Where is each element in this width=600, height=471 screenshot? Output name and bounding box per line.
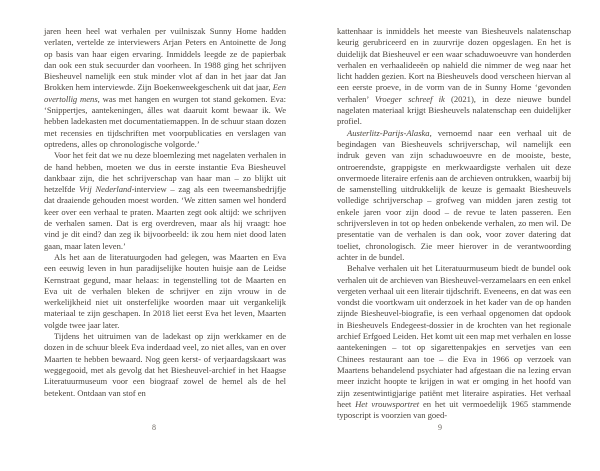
page-number-left: 8 — [152, 423, 156, 432]
italic-title-text: Het vrouwsportret — [355, 398, 420, 409]
right-page — [300, 0, 600, 471]
text-run: -interview – zag als een tweemansbedrijfje dat draaiende gehouden moest worden. ‘We zitten samen wel honderd keer over een verhaal te praten. Maarten zegt ook altijd: we schrijven de verhalen samen. Dat is erg overdreven, maar als hij vraagt: hoe vind je dit eind? dan zeg ik bijvoorbeeld: ik zou hem niet dood laten gaan, maar laten leven.’ — [44, 184, 287, 251]
paragraph — [337, 26, 571, 128]
right-page-text — [337, 26, 571, 421]
italic-title-text: Austerlitz-Parijs-Alaska — [347, 127, 430, 138]
italic-title-text: Vrij Nederland — [79, 184, 132, 195]
text-run: jaren heen heel wat verhalen per vuilniszak Sunny Home hadden verlaten, vertelde ze interviewers Arjan Peters en Antoinette de Jong op basis van haar eigen ervaring. Inmiddels leegde ze de papierbak dan ook een stuk secuurder dan voorheen. In 1988 ging het schrijven Biesheuvel namelijk een stuk minder vlot af dan in het jaar dat Jan Brokken hem interviewde. Zijn Boekenweekgeschenk uit dat jaar, — [44, 26, 286, 93]
paragraph — [337, 128, 571, 264]
paragraph — [44, 252, 286, 331]
paragraph — [44, 150, 286, 252]
paragraph — [44, 331, 286, 399]
text-run: , was met hangen en wurgen tot stand gekomen. Eva: ‘Snippertjes, aantekeningen, álles wat daaruit komt bewaar ik. We hebben ladekasten met documentatiemappen. In de schuur staan dozen met recensies en tijdschriften met voorpublicaties en verslagen van optredens, alles op chronologische volgorde.’ — [44, 93, 287, 149]
text-run: Voor het feit dat we nu deze bloemlezing met nagelaten verhalen in de hand hebben, moeten we dus in eerste instantie Eva Biesheuvel dankbaar zijn, die het schrijverschap van haar man – zo blijkt uit hetzelfde — [44, 150, 286, 195]
left-page-text — [44, 26, 286, 399]
text-run: en het uit vermoedelijk 1965 stammende typoscript is voorzien van goed- — [337, 398, 571, 421]
text-run: kattenhaar is inmiddels het meeste van Biesheuvels nalatenschap keurig gerubriceerd en in zuurvrije dozen opgeslagen. En het is duidelijk dat Biesheuvel er een waar schaduwoeuvre van honderden verhalen en verhaalideeën op nahield die nimmer de weg naar het licht hadden gezien. Kort na Biesheuvels dood verscheen hiervan al een eerste proeve, in de vorm van de in Sunny Home ‘gevonden verhalen’ — [337, 26, 571, 104]
text-run: Als het aan de literatuurgoden had gelegen, was Maarten en Eva een eeuwig leven in hun paradijselijke houten huisje aan de Leidse Kernstraat gegund, maar helaas: in tegenstelling tot de Maarten en Eva uit de verhalen bleken de schrijver en zijn vrouw in de werkelijkheid niet uit onsterfelijke woorden maar uit vergankelijk materiaal te zijn geschapen. In 2018 liet eerst Eva het leven, Maarten volgde twee jaar later. — [44, 251, 286, 330]
text-run: Behalve verhalen uit het Literatuurmuseum biedt de bundel ook verhalen uit de archieven van Biesheuvel-verzamelaars en een enkel vergeten verhaal uit een literair tijdschrift. Eveneens, en dat was een vondst die voortkwam uit onderzoek in het kader van de op handen zijnde Biesheuvel-biografie, is een verhaal opgenomen dat opdook in Biesheuvels Endegeest-dossier in de krochten van het regionale archief Erfgoed Leiden. Het komt uit een map met verhalen en losse aantekeningen – tot op sigarettenpakjes en servetjes van een Chinees restaurant aan toe – die Eva in 1966 op verzoek van Maartens behandelend psychiater had afgestaan die na lezing ervan meer inzicht hoopte te krijgen in wat er omging in het hoofd van zijn zesentwintigjarige patiënt met literaire aspiraties. Het verhaal heet — [337, 263, 571, 409]
italic-title-text: Een overtollig mens — [44, 82, 286, 104]
text-run: , vernoemd naar een verhaal uit de begindagen van Biesheuvels schrijverschap, wil namelijk een indruk geven van zijn schaduwoeuvre en de mooiste, beste, ontroerendste, grappigste en merkwaardigste verhalen uit deze onvermoede literaire erfenis aan de archieven ontrukken, waarbij bij de samenstelling uitdrukkelijk de keuze is gemaakt Biesheuvels volledige schrijverschap – grofweg van midden jaren zestig tot enkele jaren voor zijn dood – de revue te laten passeren. Een schrijversleven in tot op heden onbekende verhalen, zo men wil. De presentatie van de verhalen is dan ook, voor zover datering dat toeliet, chronologisch. Zie meer hierover in de verantwoording achter in de bundel. — [337, 127, 571, 262]
text-run: Tijdens het uitruimen van de ladekast op zijn werkkamer en de dozen in de schuur bleek Eva inderdaad veel, zo niet alles, van en over Maarten te hebben bewaard. Nog geen kerst- of verjaardagskaart was weggegooid, met als gevolg dat het Biesheuvel-archief in het Haagse Literatuurmuseum voor een biograaf zowel de hemel als de hel betekent. Ontdaan van stof en — [44, 331, 286, 398]
paragraph — [44, 26, 286, 150]
italic-title-text: Vroeger schreef ik — [374, 93, 445, 104]
text-run: (2021), in deze nieuwe bundel nagelaten materiaal krijgt Biesheuvels nalatenschap een duidelijker profiel. — [337, 93, 571, 127]
paragraph — [337, 263, 571, 421]
page-number-right: 9 — [438, 423, 442, 432]
